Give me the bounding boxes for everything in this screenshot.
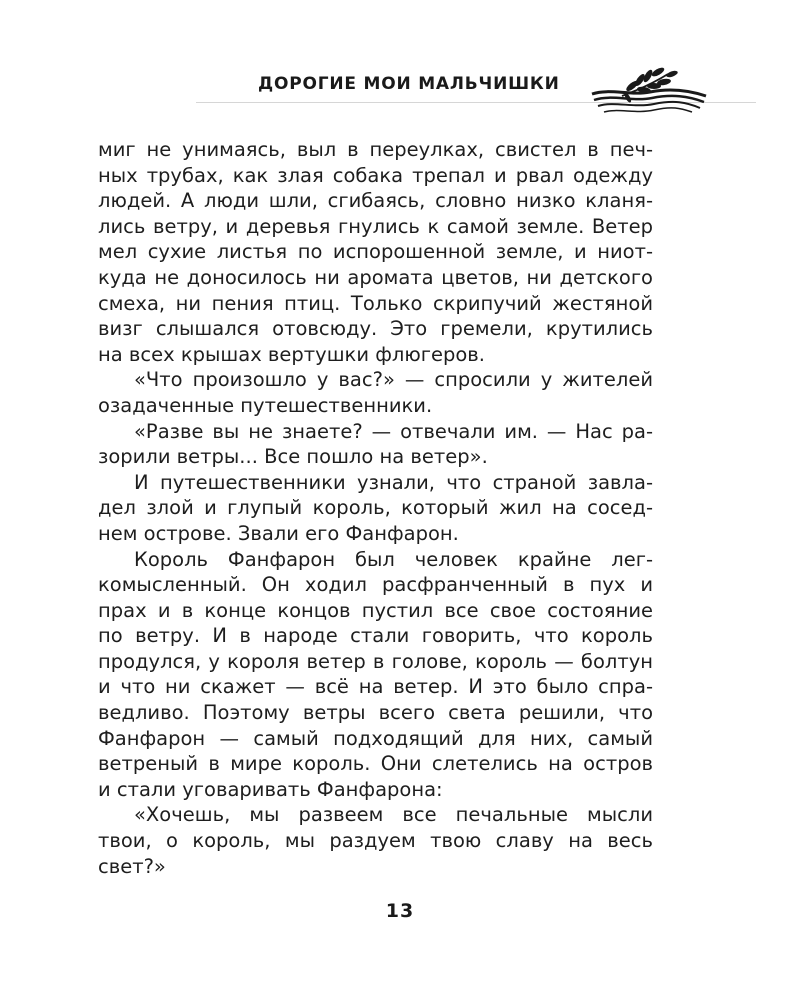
laurel-ribbon-icon bbox=[588, 66, 710, 118]
text-line: «Что произошло у вас?» — спросили у жителей bbox=[134, 368, 653, 392]
running-head bbox=[0, 70, 800, 120]
text-line: на всех крышах вертушки флюгеров. bbox=[98, 342, 485, 366]
text-line: твои, о король, мы раздуем твою славу на весь bbox=[98, 829, 653, 853]
text-line: людей. А люди шли, сгибаясь, словно низко кланя- bbox=[98, 189, 653, 213]
text-line: куда не доносилось ни аромата цветов, ни детского bbox=[98, 265, 653, 289]
text-line: нем острове. Звали его Фанфарон. bbox=[98, 521, 459, 545]
text-line: И путешественники узнали, что страной завла- bbox=[134, 470, 653, 494]
text-line: мел сухие листья по испорошенной земле, и ниот- bbox=[98, 240, 653, 264]
text-line: дел злой и глупый король, который жил на сосед- bbox=[98, 496, 653, 520]
text-line: «Разве вы не знаете? — отвечали им. — Нас ра- bbox=[134, 419, 653, 443]
running-head-title: ДОРОГИЕ МОИ МАЛЬЧИШКИ bbox=[258, 74, 566, 94]
text-line: ветреный в мире король. Они слетелись на остров bbox=[98, 752, 653, 776]
text-line: смеха, ни пения птиц. Только скрипучий жестяной bbox=[98, 291, 653, 315]
text-line: и стали уговаривать Фанфарона: bbox=[98, 777, 443, 801]
text-line: комысленный. Он ходил расфранченный в пух и bbox=[98, 573, 653, 597]
text-line: по ветру. И в народе стали говорить, что король bbox=[98, 624, 653, 648]
text-line: миг не унимаясь, выл в переулках, свистел в печ- bbox=[98, 138, 653, 161]
text-line: продулся, у короля ветер в голове, король — болтун bbox=[98, 649, 653, 673]
text-line: лись ветру, и деревья гнулись к самой земле. Ветер bbox=[98, 214, 653, 238]
text-line: прах и в конце концов пустил все свое состояние bbox=[98, 598, 653, 622]
text-line: Король Фанфарон был человек крайне лег- bbox=[134, 547, 653, 571]
text-line: зорили ветры... Все пошло на ветер». bbox=[98, 445, 488, 469]
text-line: свет?» bbox=[98, 854, 166, 878]
text-line: ведливо. Поэтому ветры всего света решили, что bbox=[98, 701, 653, 725]
body-text bbox=[98, 137, 653, 879]
text-line: ных трубах, как злая собака трепал и рвал одежду bbox=[98, 163, 653, 187]
text-line: «Хочешь, мы развеем все печальные мысли bbox=[134, 803, 653, 827]
text-line: и что ни скажет — всё на ветер. И это было спра- bbox=[98, 675, 653, 699]
text-line: визг слышался отовсюду. Это гремели, крутились bbox=[98, 317, 653, 341]
page-number: 13 bbox=[385, 900, 415, 922]
text-line: озадаченные путешественники. bbox=[98, 393, 433, 417]
text-line: Фанфарон — самый подходящий для них, самый bbox=[98, 726, 653, 750]
